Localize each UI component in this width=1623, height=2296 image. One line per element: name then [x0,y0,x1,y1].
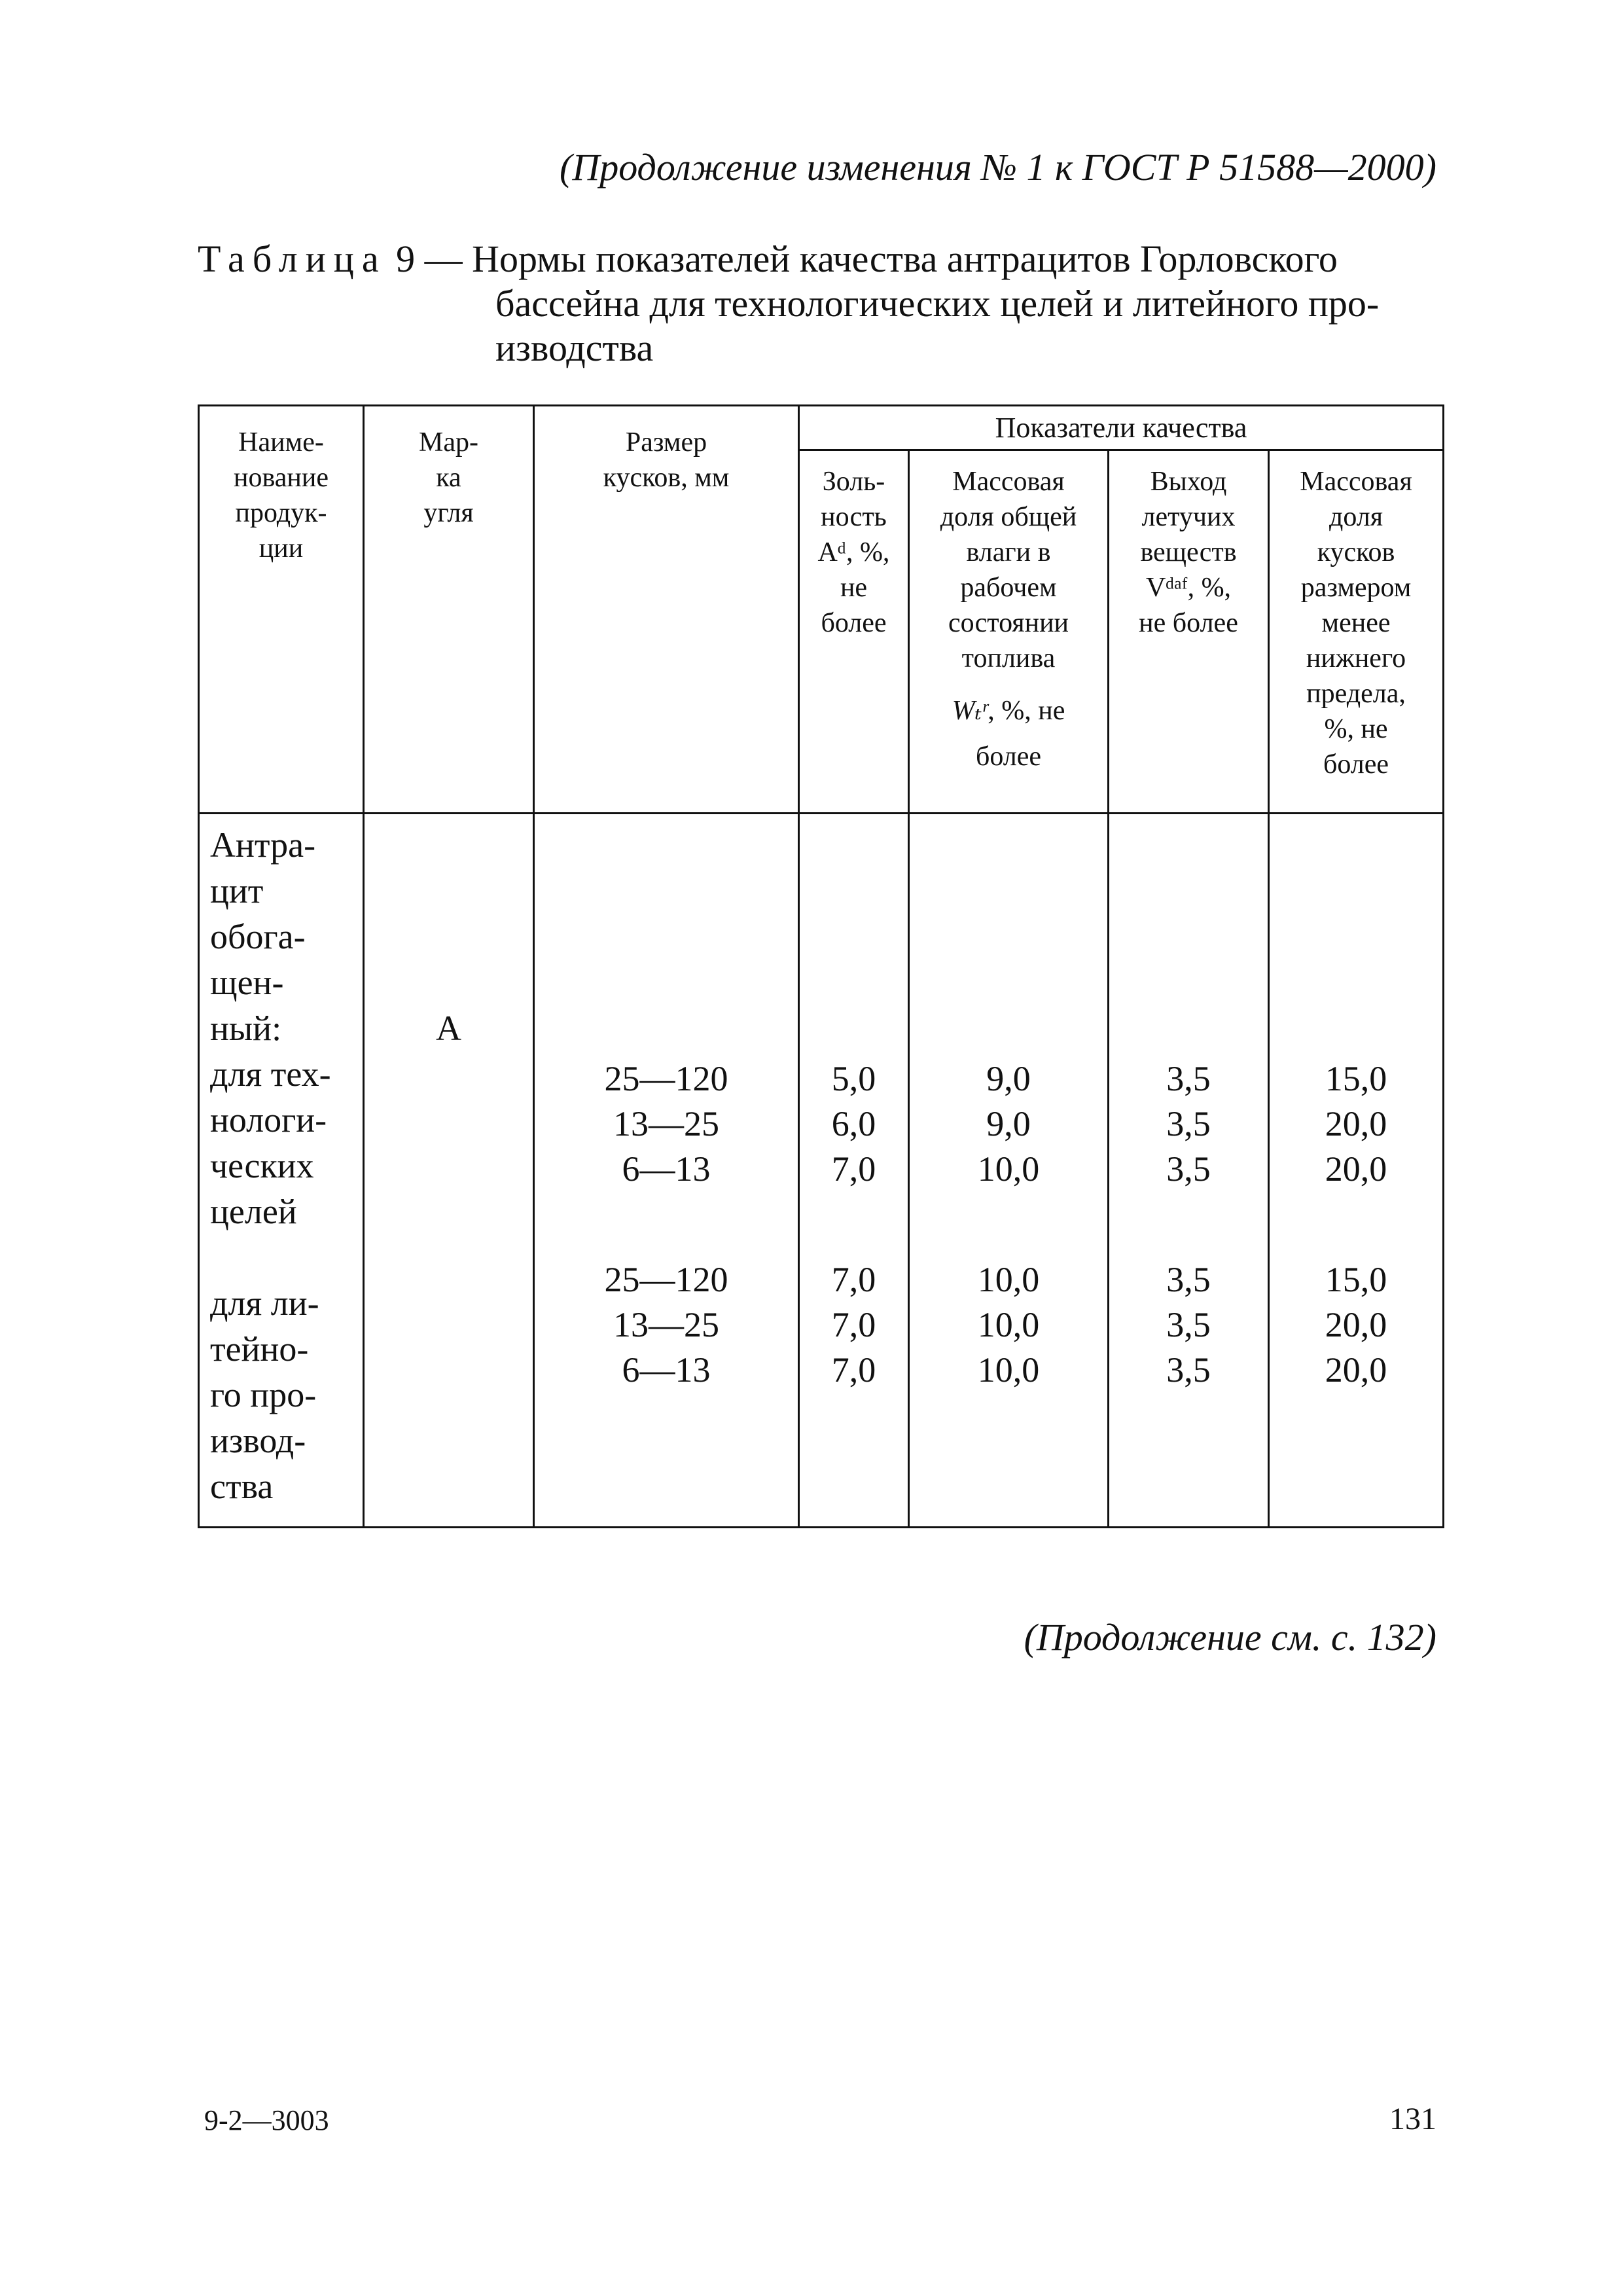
quality-table [198,404,1444,1528]
size-value: 6—13 [622,1149,711,1189]
text-line: ка [436,463,461,493]
text-line: угля [423,498,474,528]
size-cell [534,814,799,1528]
ash-value: 7,0 [831,1350,876,1390]
text-line: Наиме- [238,427,324,457]
header-quality-indicators: Показатели качества [799,406,1444,450]
header-volatile [1109,450,1269,814]
header-product-name [199,406,364,814]
ash-value: 7,0 [831,1149,876,1189]
volatile-value: 3,5 [1166,1305,1211,1344]
text-line: предела, [1306,679,1406,709]
text-line: для тех- [210,1054,331,1094]
text-line: ции [259,533,304,564]
moisture-last: более [975,742,1042,772]
page-number: 131 [1389,2102,1436,2136]
text-line: топлива [961,643,1056,673]
ash-value: 5,0 [831,1059,876,1098]
moisture-value: 10,0 [977,1149,1040,1189]
text-line: ства [210,1467,274,1506]
text-line: размером [1300,573,1412,603]
product-name-cell [199,814,364,1528]
text-line: состоянии [948,608,1069,638]
text-line: менее [1321,608,1391,638]
text-line: Aᵈ, %, [817,537,890,567]
text-line: продук- [235,498,327,528]
moisture-value: 10,0 [977,1350,1040,1390]
text-line: летучих [1141,502,1236,532]
text-line: го про- [210,1375,317,1414]
moisture-cell [909,814,1109,1528]
text-line: Массовая [1300,467,1412,497]
text-line: влаги в [966,537,1051,567]
ash-value: 7,0 [831,1260,876,1299]
size-value: 6—13 [622,1350,711,1390]
text-line: Мар- [419,427,478,457]
text-line: щен- [210,963,284,1002]
text-line: Vᵈᵃᶠ, %, [1145,573,1232,603]
text-line: кусков [1317,537,1395,567]
text-line: доля [1329,502,1383,532]
moisture-value: 10,0 [977,1260,1040,1299]
volatile-value: 3,5 [1166,1104,1211,1143]
text-line: Выход [1150,467,1227,497]
text-line: кусков, мм [603,463,730,493]
text-line: доля общей [940,502,1077,532]
text-line: извод- [210,1421,306,1460]
header-lump-size [534,406,799,814]
ash-value: 7,0 [831,1305,876,1344]
text-line: нологи- [210,1100,327,1139]
table-caption [198,237,1441,370]
text-line: нижнего [1306,643,1406,673]
fines-value: 20,0 [1325,1305,1387,1344]
text-line: цит [210,871,264,910]
moisture-symbol-line: Wₜʳ, %, не [952,696,1065,726]
ash-value: 6,0 [831,1104,876,1143]
text-line: тейно- [210,1329,309,1369]
ash-cell [799,814,909,1528]
fines-value: 15,0 [1325,1059,1387,1098]
size-value: 13—25 [613,1305,719,1344]
text-line: веществ [1140,537,1237,567]
text-line: Массовая [952,467,1065,497]
text-line: %, не [1324,714,1388,744]
moisture-value: 10,0 [977,1305,1040,1344]
product-lines [210,822,356,1051]
text-line: рабочем [960,573,1057,603]
header-fines [1269,450,1444,814]
text-line: ческих [210,1146,314,1185]
footer-continuation: (Продолжение см. с. 132) [1024,1616,1436,1659]
caption-line-3: изводства [495,327,654,369]
fines-cell [1269,814,1444,1528]
caption-number: 9 — [396,238,463,280]
text-line: Размер [625,427,707,457]
header-moisture [909,450,1109,814]
volatile-value: 3,5 [1166,1350,1211,1390]
text-line: Золь- [822,467,885,497]
group-2-name [210,1280,356,1509]
caption-line-1: Нормы показателей качества антрацитов Горловского [472,238,1338,280]
moisture-value: 9,0 [986,1059,1031,1098]
moisture-lines [910,464,1107,676]
volatile-value: 3,5 [1166,1260,1211,1299]
text-line: ность [821,502,887,532]
print-code: 9-2—3003 [204,2104,329,2136]
volatile-value: 3,5 [1166,1149,1211,1189]
text-line: для ли- [210,1283,319,1323]
volatile-cell [1109,814,1269,1528]
size-value: 13—25 [613,1104,719,1143]
volatile-value: 3,5 [1166,1059,1211,1098]
moisture-value: 9,0 [986,1104,1031,1143]
fines-value: 15,0 [1325,1260,1387,1299]
text-line: более [1323,749,1389,780]
size-value: 25—120 [604,1260,728,1299]
caption-label: Таблица [198,238,387,280]
caption-line-2: бассейна для технологических целей и литейного про- [495,282,1380,325]
text-line: ный: [210,1009,282,1048]
text-line: обога- [210,917,306,956]
text-line: нование [234,463,329,493]
text-line: более [821,608,887,638]
grade-cell: А [364,814,534,1528]
group-1-name [210,1051,356,1234]
fines-value: 20,0 [1325,1350,1387,1390]
text-line: Антра- [210,825,316,865]
text-line: не [840,573,868,603]
header-continuation: (Продолжение изменения № 1 к ГОСТ Р 51588—2000) [560,146,1436,188]
header-coal-grade [364,406,534,814]
fines-value: 20,0 [1325,1104,1387,1143]
fines-value: 20,0 [1325,1149,1387,1189]
text-line: целей [210,1192,297,1231]
size-value: 25—120 [604,1059,728,1098]
text-line: не более [1139,608,1238,638]
header-ash [799,450,909,814]
